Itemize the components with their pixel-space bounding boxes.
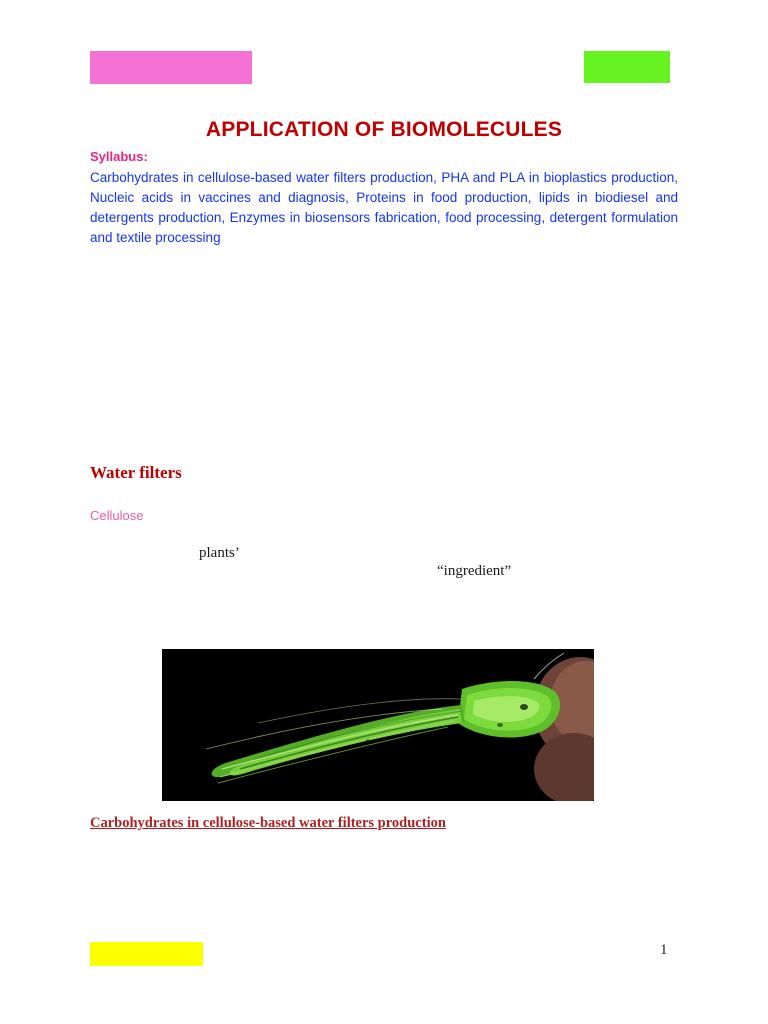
figure-plant-fiber-image xyxy=(162,649,594,801)
syllabus-label: Syllabus: xyxy=(90,149,148,164)
body-text-fragment-two: “ingredient” xyxy=(437,563,512,579)
subheading-cellulose: Cellulose xyxy=(90,508,144,523)
highlight-block-green xyxy=(584,51,670,83)
highlight-block-yellow xyxy=(90,942,203,966)
plant-stem-illustration xyxy=(162,649,594,801)
page-title: APPLICATION OF BIOMOLECULES xyxy=(205,118,563,141)
figure-caption: Carbohydrates in cellulose-based water filters production xyxy=(90,815,446,831)
syllabus-text: Carbohydrates in cellulose-based water filters production, PHA and PLA in bioplastics production, Nucleic acids in vaccines and diagnosis, Proteins in food production, lipids in biodiesel and detergents production, Enzymes in biosensors fabrication, food processing, detergent formulation and textile processing xyxy=(90,170,678,245)
page-number: 1 xyxy=(660,942,668,958)
body-text-fragment-one: plants’ xyxy=(199,545,240,561)
section-heading-water-filters: Water filters xyxy=(90,463,182,482)
highlight-block-pink xyxy=(90,51,252,84)
